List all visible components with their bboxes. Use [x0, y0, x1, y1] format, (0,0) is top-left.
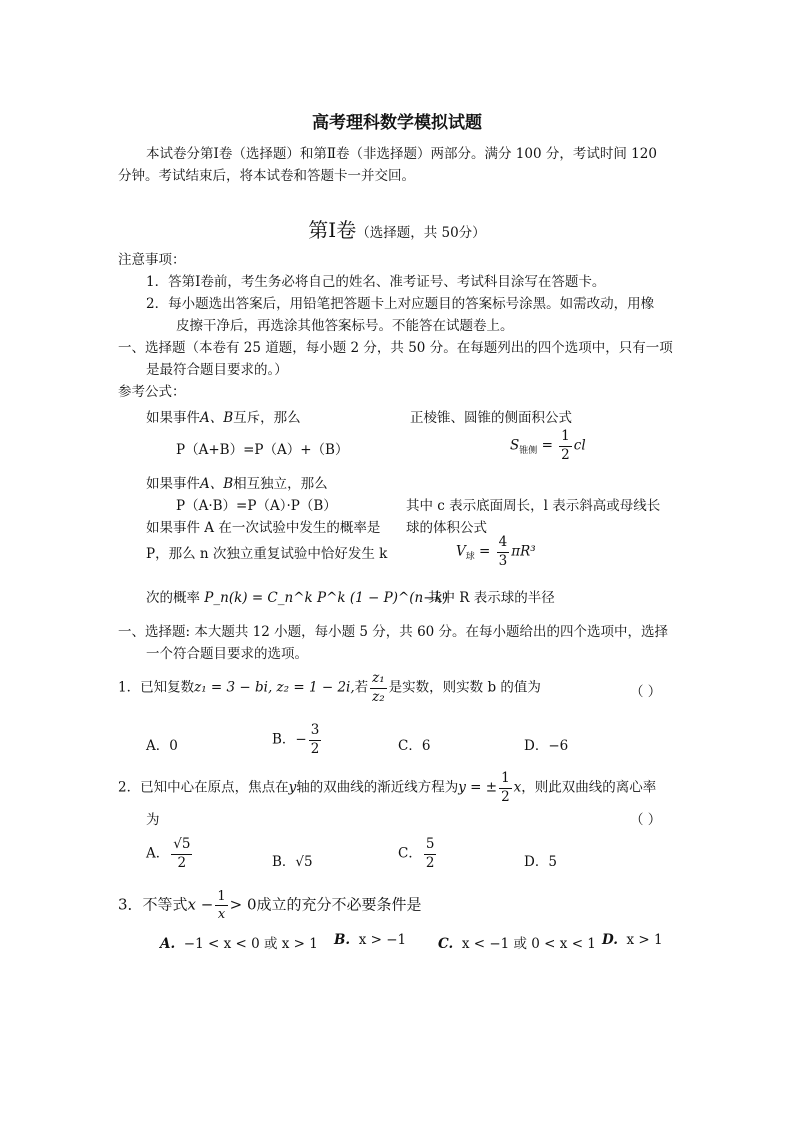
notice-2-line-1: 2．每小题选出答案后，用铅笔把答题卡上对应题目的答案标号涂黑。如需改动，用橡	[146, 296, 655, 312]
question-1: 1．已知复数z₁ = 3 − bi, z₂ = 1 − 2i,若 $\frac{\text{z₁}}{\text{z₂}}$ 是实数，则实数 b 的值为	[118, 670, 541, 705]
formula-indep: P（A·B）=P（A）·P（B）	[176, 498, 337, 514]
formula-mutex-label: 如果事件A、B互斥，那么	[146, 410, 301, 426]
q2-option-b: B．√5	[272, 854, 313, 870]
q2-option-d: D．5	[524, 854, 557, 870]
intro-line-2: 分钟。考试结束后，将本试卷和答题卡一并交回。	[118, 168, 415, 184]
formula-sphere-note: 其中 R 表示球的半径	[428, 590, 555, 606]
notice-1: 1．答第Ⅰ卷前，考生务必将自己的姓名、准考证号、考试科目涂写在答题卡。	[146, 274, 606, 290]
q3-option-b: B. x > −1	[334, 932, 407, 948]
q2-line-2: 为	[146, 812, 160, 828]
formula-cone-note: 其中 c 表示底面周长，l 表示斜高或母线长	[406, 498, 661, 514]
formula-indep-label: 如果事件A、B相互独立，那么	[146, 476, 328, 492]
q2-answer-bracket: （ ）	[630, 812, 662, 828]
formula-sphere-label: 球的体积公式	[406, 520, 487, 536]
question-3: 3．不等式x − $\frac{1}{x}$ > 0成立的充分不必要条件是	[118, 889, 422, 922]
q3-option-c: C. x < −1 或 0 < x < 1	[438, 936, 596, 952]
q1-option-d: D．−6	[524, 738, 569, 754]
formula-bernoulli-3: 次的概率 P_n(k) = C_n^k P^k (1 − P)^(n−k)	[146, 590, 448, 606]
formula-cone-label: 正棱锥、圆锥的侧面积公式	[410, 410, 572, 426]
part2-line-1: 一、选择题: 本大题共 12 小题，每小题 5 分，共 60 分。在每小题给出的四个选项中，选择	[118, 624, 669, 640]
section-heading	[0, 214, 794, 243]
q3-option-a: A. −1 < x < 0 或 x > 1	[160, 936, 318, 952]
section-sub: （选择题，共 50分）	[356, 225, 486, 241]
section-main: 第Ⅰ卷	[308, 218, 357, 242]
q1-option-c: C．6	[398, 738, 431, 754]
formula-bernoulli-2: P，那么 n 次独立重复试验中恰好发生 k	[146, 546, 388, 562]
formula-mutex: P（A+B）=P（A）+（B）	[176, 442, 349, 458]
notice-heading: 注意事项：	[118, 252, 186, 268]
notice-2-line-2: 皮擦干净后，再选涂其他答案标号。不能答在试题卷上。	[176, 318, 514, 334]
question-2: 2．已知中心在原点，焦点在y轴的双曲线的渐近线方程为y = ± $\frac{1}{2}$ x，则此双曲线的离心率	[118, 770, 657, 805]
page-title: 高考理科数学模拟试题	[312, 113, 482, 133]
part1-line-1: 一、选择题（本卷有 25 道题，每小题 2 分，共 50 分。在每题列出的四个选项中，只有一项	[118, 340, 673, 356]
q2-option-c: C． $\frac{5}{2}$	[398, 836, 435, 871]
formula-heading: 参考公式：	[118, 384, 186, 400]
formula-cone: $S_{锥侧}$ = $\frac{1}{2}$ cl	[510, 428, 586, 463]
q1-answer-bracket: （ ）	[630, 684, 662, 700]
intro-line-1: 本试卷分第Ⅰ卷（选择题）和第Ⅱ卷（非选择题）两部分。满分 100 分，考试时间 120	[146, 146, 657, 162]
part1-line-2: 是最符合题目要求的。）	[146, 362, 288, 378]
q1-option-a: A．0	[146, 738, 178, 754]
formula-sphere: $V_球$ = $\frac{4}{3}$ πR³	[456, 534, 536, 569]
part2-line-2: 一个符合题目要求的选项。	[146, 646, 308, 662]
q3-option-d: D. x > 1	[602, 932, 663, 948]
q2-option-a: A． $\frac{√5}{2}$	[146, 836, 191, 871]
q1-option-b: B．− $\frac{3}{2}$	[272, 722, 320, 757]
formula-bernoulli-1: 如果事件 A 在一次试验中发生的概率是	[146, 520, 381, 536]
